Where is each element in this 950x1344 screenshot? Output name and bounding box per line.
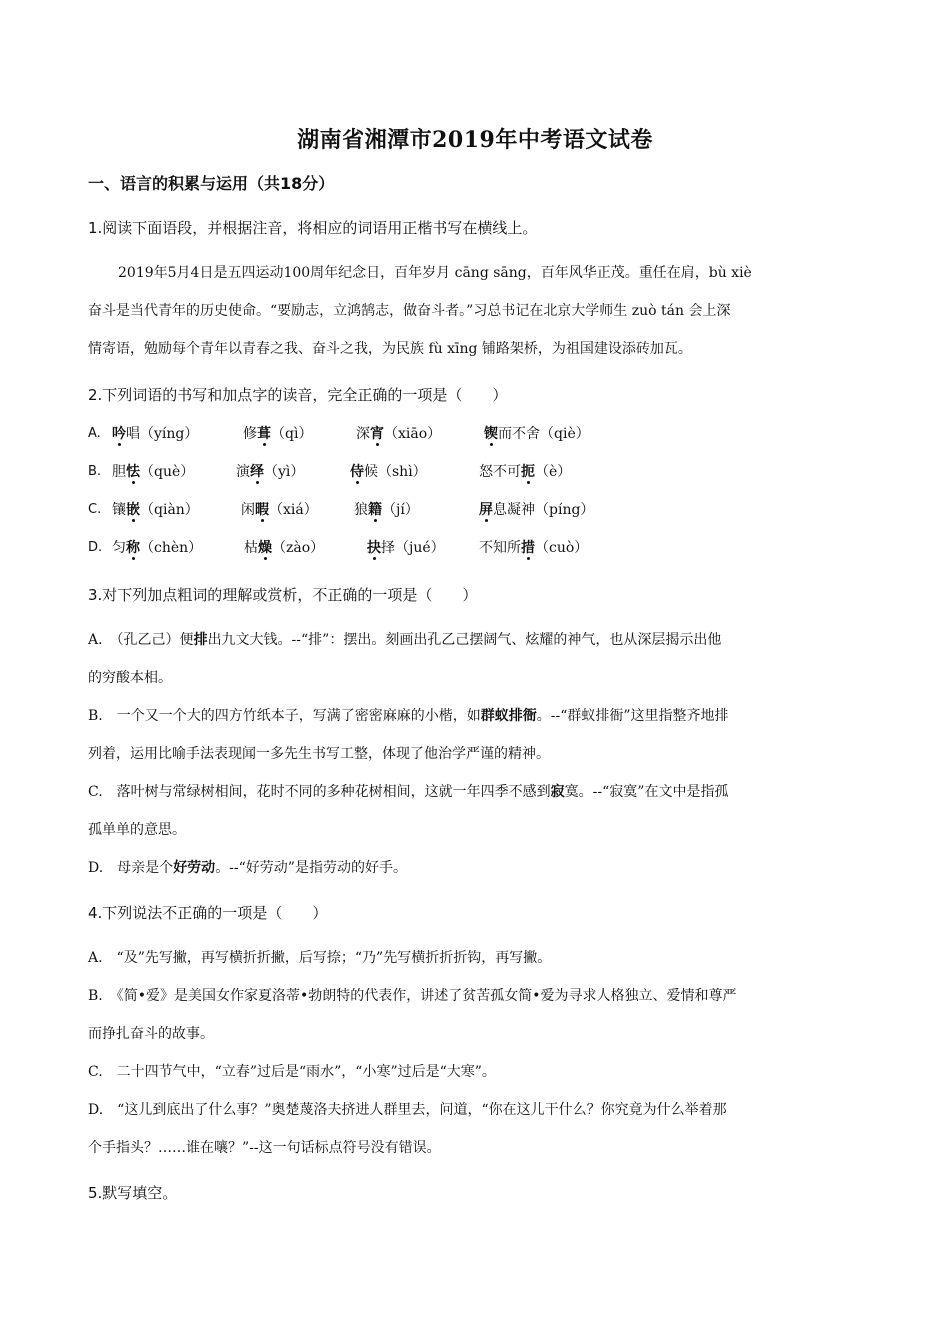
option-a-line: A. “及”先写撇，再写横折折撇，后写捺；“乃”先写横折折折钩，再写撇。	[88, 950, 552, 966]
option-word: 演绎（yì）	[236, 464, 305, 480]
option-c-line: C. 二十四节气中，“立春”过后是“雨水”，“小寒”过后是“大寒”。	[88, 1064, 496, 1080]
option-word: 怒不可扼（è）	[479, 464, 572, 480]
option-d-line: D. 母亲是个好劳动。--“好劳动”是指劳动的好手。	[88, 860, 407, 876]
passage-line: 2019年5月4日是五四运动100周年纪念日，百年岁月 cāng sāng，百年风华正茂。重任在肩，bù xiè	[118, 265, 752, 281]
option-word: 锲而不舍（qiè）	[484, 426, 590, 442]
option-d-line: D. “这儿到底出了什么事？”奥楚蔑洛夫挤进人群里去，问道，“你在这儿干什么？你究竟为什么举着那	[88, 1102, 727, 1118]
option-word: 屏息凝神（píng）	[479, 502, 595, 518]
question-4-options	[88, 939, 864, 1167]
option-b-line: 而挣扎奋斗的故事。	[88, 1026, 214, 1042]
question-2-stem: 2.下列词语的书写和加点字的读音，完全正确的一项是（ ）	[88, 386, 508, 404]
option-word: 匀称（chèn）	[112, 540, 203, 556]
question-1-stem: 1.阅读下面语段，并根据注音，将相应的词语用正楷书写在横线上。	[88, 219, 538, 237]
passage-line: 奋斗是当代青年的历史使命。“要励志，立鸿鹄志，做奋斗者。”习总书记在北京大学师生 zuò tán 会上深	[88, 303, 731, 319]
option-d-line: 个手指头？……谁在嚷？”--这一句话标点符号没有错误。	[88, 1140, 441, 1156]
option-word: 胆怯（què）	[112, 464, 195, 480]
option-word: 抉择（jué）	[367, 540, 445, 556]
option-word: 侍候（shì）	[350, 464, 427, 480]
option-word: 镶嵌（qiàn）	[112, 502, 199, 518]
option-row	[88, 421, 864, 447]
question-1-passage	[88, 254, 864, 368]
option-row	[88, 497, 864, 523]
option-letter: A.	[88, 426, 101, 441]
question-3-options	[88, 621, 864, 887]
option-c-line: 孤单单的意思。	[88, 822, 186, 838]
exam-title: 湖南省湘潭市2019年中考语文试卷	[297, 127, 653, 153]
option-row	[88, 459, 864, 485]
option-word: 闲暇（xiá）	[241, 502, 318, 518]
option-b-line: 列着，运用比喻手法表现闻一多先生书写工整，体现了他治学严谨的精神。	[88, 746, 550, 762]
option-letter: D.	[88, 540, 103, 555]
question-4-stem: 4.下列说法不正确的一项是（ ）	[88, 904, 328, 922]
option-a-line: 的穷酸本相。	[88, 670, 172, 686]
option-word: 吟唱（yíng）	[112, 426, 199, 442]
option-word: 不知所措（cuò）	[479, 540, 589, 556]
option-a-line: A. （孔乙己）便排出九文大钱。--“排”：摆出。刻画出孔乙己摆阔气、炫耀的神气，也从深层揭示出他	[88, 632, 722, 648]
option-word: 修葺（qì）	[243, 426, 313, 442]
option-row	[88, 535, 864, 561]
option-word: 狼籍（jí）	[354, 502, 419, 518]
option-letter: C.	[88, 502, 102, 517]
option-word: 深宵（xiāo）	[356, 426, 442, 442]
passage-line: 情寄语，勉励每个青年以青春之我、奋斗之我，为民族 fù xīng 铺路架桥，为祖国建设添砖加瓦。	[88, 341, 692, 357]
option-b-line: B. 《简•爱》是美国女作家夏洛蒂•勃朗特的代表作，讲述了贫苦孤女简•爱为寻求人格独立、爱情和尊严	[88, 988, 737, 1004]
option-c-line: C. 落叶树与常绿树相间，花时不同的多种花树相间，这就一年四季不感到寂寞。--“寂寞”在文中是指孤	[88, 784, 729, 800]
question-5-stem: 5.默写填空。	[88, 1184, 178, 1202]
option-letter: B.	[88, 464, 102, 479]
option-b-line: B. 一个又一个大的四方竹纸本子，写满了密密麻麻的小楷，如群蚁排衙。--“群蚁排衙”这里指整齐地排	[88, 708, 729, 724]
section-heading: 一、语言的积累与运用（共18分）	[88, 174, 335, 193]
option-word: 枯燥（zào）	[244, 540, 325, 556]
question-3-stem: 3.对下列加点粗词的理解或赏析，不正确的一项是（ ）	[88, 586, 478, 604]
